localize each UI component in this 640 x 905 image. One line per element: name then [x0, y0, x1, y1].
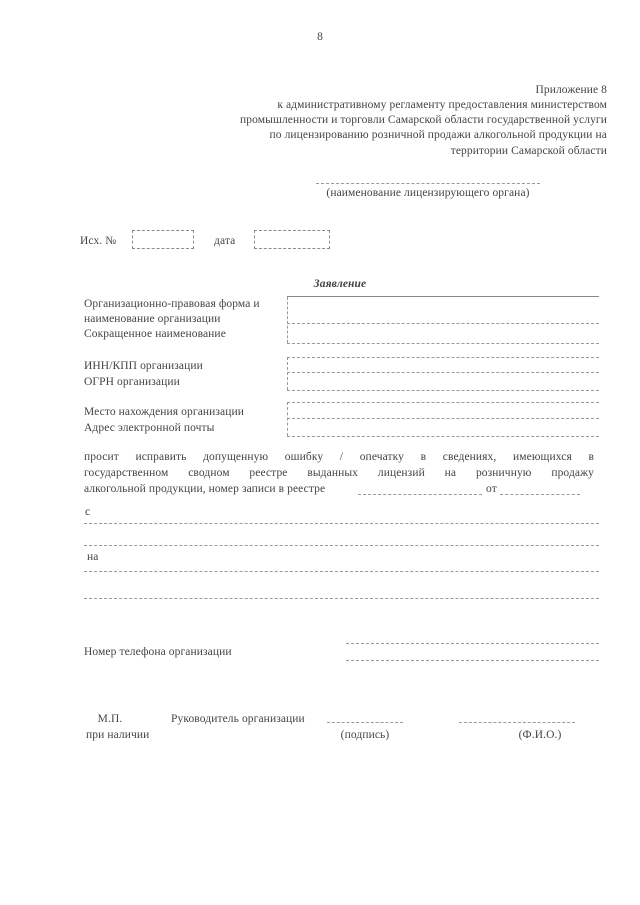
inn-box-left [287, 357, 288, 390]
from-field-2[interactable] [84, 545, 599, 546]
full-name-caption: (Ф.И.О.) [518, 729, 562, 741]
signature-caption: (подпись) [340, 729, 390, 741]
phone-field-2[interactable] [346, 660, 599, 661]
request-line-1: просит исправить допущенную ошибку / опечатку в сведениях, имеющихся в [84, 451, 594, 463]
full-name-field[interactable] [459, 722, 575, 723]
request-line-2: государственном сводном реестре выданных лицензий на розничную продажу [84, 467, 594, 479]
inn-kpp-label: ИНН/КПП организации [84, 360, 203, 372]
short-name-field[interactable] [287, 343, 599, 344]
out-number-label: Исх. № [80, 235, 117, 247]
location-label: Место нахождения организации [84, 406, 245, 418]
inn-box-top [287, 357, 599, 358]
loc-box-left [287, 402, 288, 436]
org-box-left [287, 297, 288, 343]
document-title: Заявление [313, 278, 367, 290]
ogrn-label: ОГРН организации [84, 376, 180, 388]
stamp-label: М.П. [97, 713, 123, 725]
stamp-note: при наличии [86, 729, 150, 741]
inn-kpp-field[interactable] [287, 372, 599, 373]
date-box[interactable] [254, 230, 330, 249]
request-line-3: алкогольной продукции, номер записи в реестре [84, 483, 326, 495]
appendix-line-2: к административному регламенту предоставления министерством [277, 99, 607, 111]
org-form-label: Организационно-правовая форма и [84, 298, 260, 310]
org-name-label: наименование организации [84, 313, 221, 325]
page-number: 8 [317, 31, 323, 43]
short-name-label: Сокращенное наименование [84, 328, 226, 340]
to-label: на [87, 551, 99, 563]
phone-field-1[interactable] [346, 643, 599, 644]
ogrn-field[interactable] [287, 390, 599, 391]
appendix-label: Приложение 8 [535, 84, 607, 96]
registry-from-label: от [486, 483, 497, 495]
appendix-line-3: промышленности и торговли Самарской области государственной услуги [240, 114, 607, 126]
email-label: Адрес электронной почты [84, 422, 215, 434]
date-label: дата [214, 235, 236, 247]
appendix-line-4: по лицензированию розничной продажи алкогольной продукции на [269, 129, 607, 141]
email-field[interactable] [287, 436, 599, 437]
registry-date-field[interactable] [500, 494, 580, 495]
to-field-2[interactable] [84, 598, 599, 599]
head-label: Руководитель организации [171, 713, 305, 725]
authority-line[interactable] [316, 183, 540, 184]
from-label: с [85, 506, 91, 518]
appendix-line-5: территории Самарской области [450, 145, 607, 157]
authority-caption: (наименование лицензирующего органа) [326, 187, 530, 199]
location-field[interactable] [287, 418, 599, 419]
registry-number-field[interactable] [358, 494, 482, 495]
out-number-box[interactable] [132, 230, 194, 249]
org-name-field[interactable] [287, 323, 599, 324]
phone-label: Номер телефона организации [84, 646, 232, 658]
loc-box-top [287, 402, 599, 403]
signature-field[interactable] [327, 722, 403, 723]
to-field-1[interactable] [84, 571, 599, 572]
org-box-top [287, 296, 599, 297]
from-field-1[interactable] [84, 523, 599, 524]
